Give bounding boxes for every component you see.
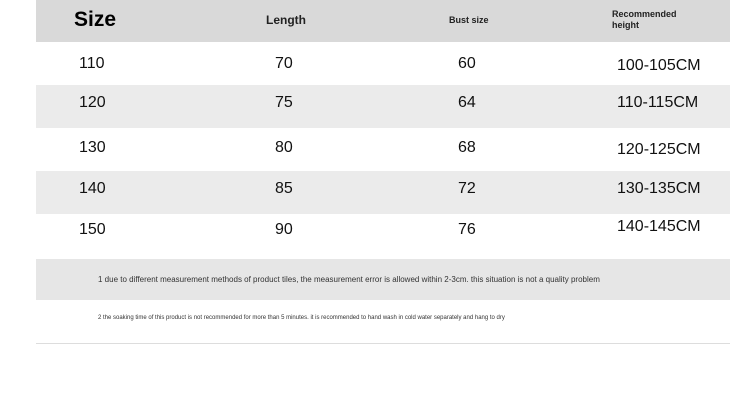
header-size: Size <box>74 8 117 31</box>
cell-length: 80 <box>275 139 293 156</box>
cell-recommended-height: 110-115CM <box>617 94 699 111</box>
cell-size: 130 <box>79 139 106 156</box>
header-length: Length <box>266 13 306 27</box>
cell-bust-size: 68 <box>458 139 476 156</box>
cell-bust-size: 76 <box>458 221 476 238</box>
cell-bust-size: 64 <box>458 94 476 111</box>
cell-bust-size: 60 <box>458 55 476 72</box>
table-row <box>36 128 730 171</box>
cell-length: 85 <box>275 180 293 197</box>
note-measurement-error: 1 due to different measurement methods of product tiles, the measurement error is allowed within 2-3cm. this situation is not a quality problem <box>98 275 600 284</box>
size-chart <box>36 0 730 344</box>
cell-length: 90 <box>275 221 293 238</box>
cell-recommended-height: 100-105CM <box>617 57 701 74</box>
cell-length: 70 <box>275 55 293 72</box>
note-row-washing <box>36 300 730 344</box>
table-header-row <box>36 0 730 42</box>
cell-recommended-height: 140-145CM <box>617 218 701 235</box>
note-washing-instructions: 2 the soaking time of this product is not recommended for more than 5 minutes. it is recommended to hand wash in cold water separately and hang to dry <box>98 315 505 321</box>
header-recommended-height: Recommended height <box>612 9 677 30</box>
cell-size: 120 <box>79 94 106 111</box>
cell-recommended-height: 130-135CM <box>617 180 701 197</box>
cell-length: 75 <box>275 94 293 111</box>
table-row <box>36 85 730 128</box>
header-bust-size: Bust size <box>449 15 489 25</box>
table-row <box>36 171 730 214</box>
cell-size: 110 <box>79 55 105 72</box>
table-row <box>36 42 730 85</box>
cell-size: 150 <box>79 221 106 238</box>
cell-recommended-height: 120-125CM <box>617 141 701 158</box>
note-row-measurement <box>36 259 730 300</box>
cell-bust-size: 72 <box>458 180 476 197</box>
table-row <box>36 214 730 257</box>
cell-size: 140 <box>79 180 106 197</box>
